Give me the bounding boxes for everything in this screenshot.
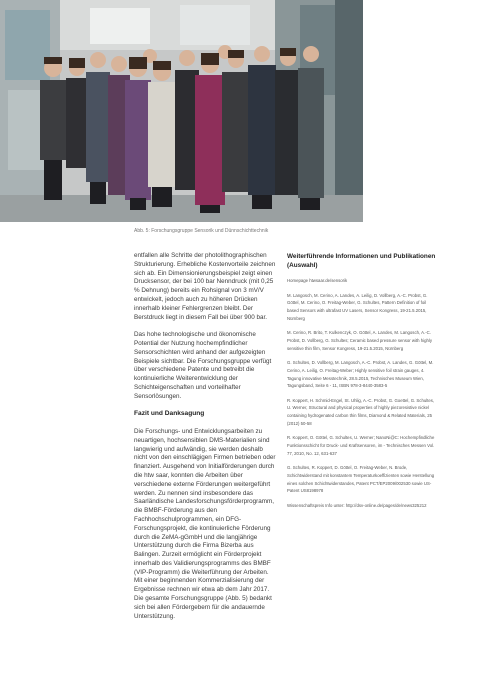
paragraph: Das hohe technologische und ökonomische Potential der Nutzung hochempfindlicher Sensorschichten wird anhand der aufgezeigten Beispiele sichtbar. Die Forschungsgruppe verfügt über verschiedene Patente und betreibt die kontinuierliche Weiterentwicklung der Schichteigenschaften und vorteilhafter Sensorlösungen. [134, 331, 272, 400]
reference-entry: R. Koppert, O. Göttel, G. Schultes, U. Werner; NanoNi@C: Hochempfindliche Funktionsschicht für Druck- und Kraftsensoren, im - Technisches Messen Vol. 77, 2010, No. 12, 631-637 [287, 435, 435, 456]
paragraph: entfallen alle Schritte der photolithographischen Strukturierung. Erhebliche Kostenvorteile zeichnen sich ab. Ein Dimensionierungsbeispiel zeigt einen Drucksensor, der bei 100 bar Nenndruck (mit 0,25 % Dehnung) bereits ein Rohsignal von 3 mV/V entwickelt, jedoch auch zu höheren Drücken innerhalb kleiner Fehlergrenzen bleibt. Der Berstdruck liegt in diesem Fall bei über 900 bar. [134, 252, 276, 321]
reference-entry: G. Schultes, D. Vollberg, M. Langosch, A.-C. Probst, A. Landes, G. Göttel, M. Cerino, A. Leilig, O. Freitag-Weber; Highly sensitive foil strain gauges, 4. Tagung innovative Messtechnik, 28.5.2015, Technisches Museum Wien, Tagungsband, Seite 6 - 11, ISBN 978-3-8440-3583-5 [287, 360, 434, 389]
reference-entry: R. Koppert, H. Schmid-Engel, St. Uhlig, A.-C. Probst, G. Goettel, G. Schultes, U. Werner, Structural and physical properties of highly piezoresistive nickel containing hydrogenated carbon thin films, Diamond & Related Materials, 25 (2012) 50-58 [287, 397, 435, 426]
reference-entry: Wissenschaftspreis Info unter: http://dsv-online.de/pages/de/news325212 [287, 502, 427, 508]
group-photo [0, 0, 363, 222]
paragraph: Die Forschungs- und Entwicklungsarbeiten zu neuartigen, hochsensiblen DMS-Materialien sind langwierig und aufwändig, sie werden deshalb nicht von den einschlägigen Firmen betrieben oder finanziert. Ausgehend von Initialförderungen durch die htw saar, konnten die Arbeiten über verschiedene externe Förderungen weitergeführt werden. Zu nennen sind insbesondere das Saarländische Landesforschungsförderprogramm, die BMBF-Förderung aus den Fachhochschulprogrammen, ein DFG-Forschungsprojekt, die kontinuierliche Förderung durch die ZeMA-gGmbH und die langjährige Unterstützung durch die Firma Bizerba aus Balingen. Zurzeit ermöglicht ein Förderprojekt innerhalb des Validierungsprogramms des BMBF (VIP-Programm) die Weiterführung der Arbeiten. Mit einer beginnenden Kommerzialisierung der Ergebnisse rechnen wir etwa ab dem Jahr 2017. Die gesamte Forschungsgruppe (Abb. 5) bedankt sich bei allen Fördergebern für die andauernde Unterstützung. [134, 427, 276, 620]
group-photo-icon [0, 0, 363, 222]
reference-entry: M. Langosch, M. Cerino, A. Landes, A. Leilig, D. Vollberg, A.-C. Probst, G. Göttel, M. Cerino, O. Freitag-Weber, G. Schultes, Pattern Definition of foil based Sensors with ultrafast UV Lasers, Sensor Kongress, 19-21.5.2015, Nürnberg [287, 292, 428, 321]
section-heading: Fazit und Danksagung [134, 410, 205, 418]
reference-entry: G. Schultes, R. Koppert, D. Göttel, O. Freitag-Weber, N. Brode, Schichtwiderstand mit konstantem Temperaturkoeffizienten sowie Herstellung eines solchen Schichtwiderstandes, Patent PCT/EP2009/002530 sowie US-Patent US8198978 [287, 465, 435, 494]
photo-caption: Abb. 5: Forschungsgruppe Sensorik und Dünnschichttechnik [134, 228, 269, 234]
references-column [287, 252, 437, 517]
reference-entry: Homepage htwsaar.de/sensorik [287, 278, 348, 283]
references-heading: Weiterführende Informationen und Publikationen (Auswahl) [287, 253, 436, 269]
reference-entry: M. Cerino, R. Brito, T. Kulkenczyk, O. Göttel, A. Landes, M. Langosch, A.-C. Probst, D. Vollberg, G. Schultes; Ceramic based pressure sensor with highly sensitive thin film, Sensor Kongress, 19-21.5.2015, Nürnberg [287, 330, 432, 351]
left-text-column [134, 252, 276, 630]
